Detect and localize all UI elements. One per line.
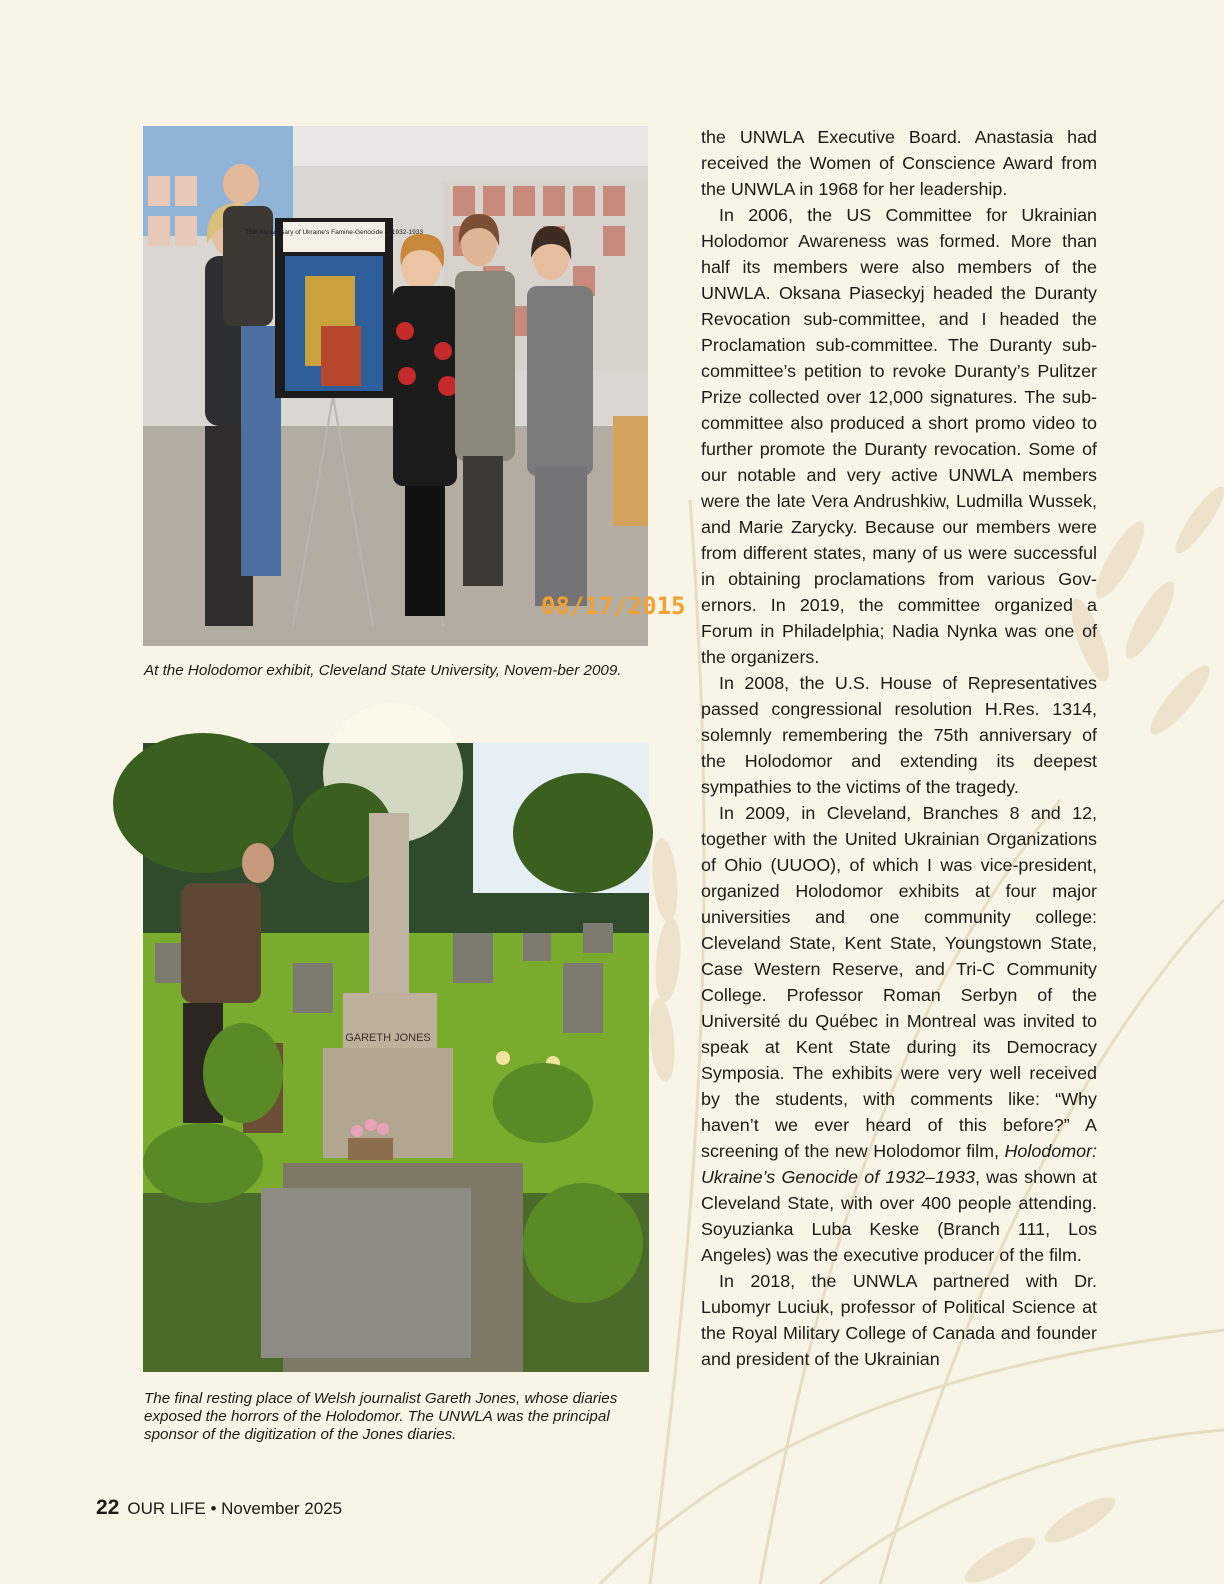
page-number: 22 — [96, 1496, 120, 1519]
article-paragraph: the UNWLA Executive Board. Anastasia had received the Women of Conscience Award from the UNWLA in 1968 for her leadership. — [701, 127, 1097, 199]
exhibit-group-photo — [143, 126, 686, 646]
photo-caption-grave: The final resting place of Welsh journalist Gareth Jones, whose diaries exposed the horrors of the Holodomor. The UNWLA was the principal sponsor of the digitization of the Jones diaries. — [144, 1390, 618, 1443]
article-column — [701, 124, 1097, 1372]
photo-date-stamp: 08/17/2015 — [541, 592, 686, 620]
article-paragraph: In 2018, the UNWLA partnered with Dr. Lubomyr Luciuk, professor of Political Science at the Royal Military College of Canada and founder and president of the Ukrainian — [701, 1271, 1097, 1369]
photo-caption-exhibit: At the Holodomor exhibit, Cleveland State University, Novem-ber 2009. — [144, 662, 622, 679]
article-text: In 2009, in Cleveland, Branches 8 and 12, together with the United Ukrainian Organizations of Ohio (UUOO), of which I was vice-president, organized Holodomor exhibits at four major universities and one community college: Cleveland State, Kent State, Youngstown State, Case Western Reserve, and Tri-C Community College. Professor Roman Serbyn of the Université du Québec in Montreal was invited to speak at Kent State during its Democracy Symposia. The exhibits were very well received by the students, with comments like: “Why haven’t we ever heard of this before?” A screening of the new Holodomor film, — [701, 803, 1097, 1161]
film-title: Holodomor: Ukraine’s Genocide of 1932–1933 — [701, 1141, 1097, 1187]
gareth-jones-grave-photo — [143, 743, 649, 1372]
grave-inscription-name: GARETH JONES — [345, 1032, 431, 1044]
article-paragraph — [701, 800, 1097, 1268]
article-paragraph: In 2006, the US Committee for Ukrainian Holodomor Awareness was formed. More than half its members were also members of the UNWLA. Oksana Piaseckyj headed the Duranty Revocation sub-committee, and I headed the Proclamation sub-committee. The Duranty sub-committee’s petition to revoke Duranty’s Pulitzer Prize collected over 12,000 signatures. The sub-committee also produced a short promo video to further promote the Duranty revocation. Some of our notable and very active UNWLA members were the late Vera Andrushkiw, Ludmilla Wussek, and Marie Zarycky. Because our members were from different states, many of us were successful in obtaining proclamations from various Governors. In 2019, the committee organized a Forum in Philadelphia; Nadia Nynka was one of the organizers. — [701, 205, 1097, 667]
page-footer — [96, 1496, 342, 1520]
poster-title: 75th Anniversary of Ukraine's Famine-Genocide of 1932-1933 — [245, 229, 423, 236]
article-paragraph: In 2008, the U.S. House of Representatives passed congressional resolution H.Res. 1314, solemnly remembering the 75th anniversary of the Holodomor and extending its deepest sympathies to the victims of the tragedy. — [701, 673, 1097, 797]
article-text: , was shown at Cleveland State, with over 400 people attending. Soyuzianka Luba Keske (Branch 111, Los Angeles) was the executive producer of the film. — [701, 1167, 1097, 1265]
publication-line: OUR LIFE • November 2025 — [127, 1499, 343, 1518]
